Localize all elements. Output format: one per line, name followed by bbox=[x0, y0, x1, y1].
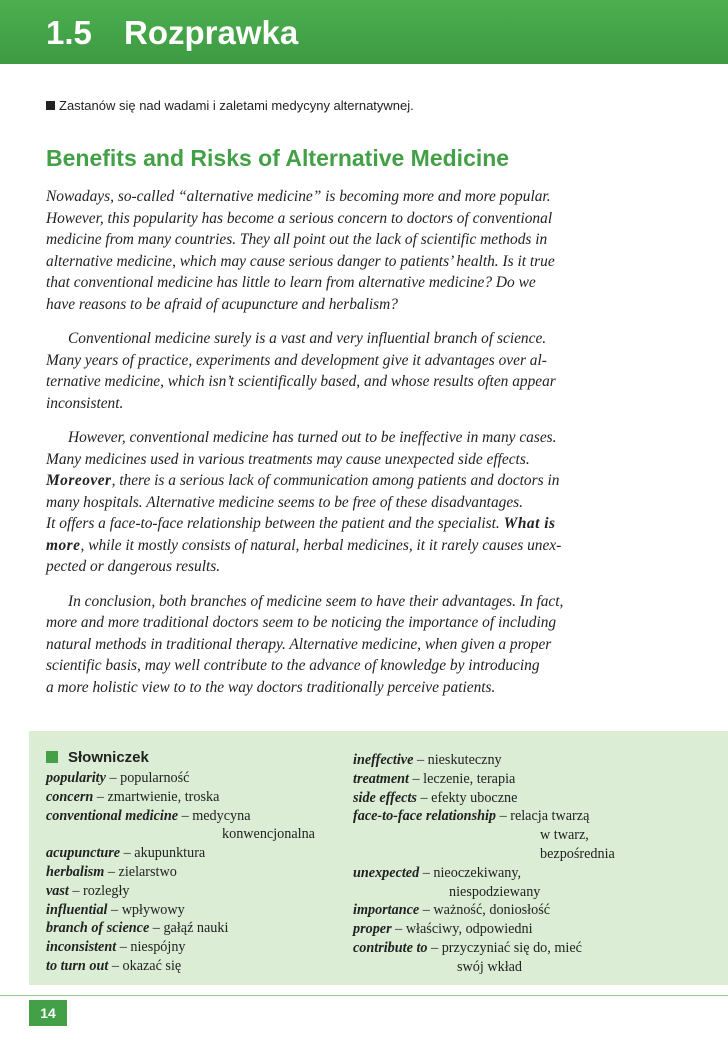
glossary-left-column bbox=[46, 747, 346, 976]
glossary-definition: – właściwy, odpowiedni bbox=[391, 921, 533, 938]
glossary-entry bbox=[353, 864, 693, 883]
glossary-term: to turn out bbox=[46, 957, 109, 974]
text-line: more and more traditional doctors seem to be noticing the importance of including bbox=[46, 614, 557, 631]
emphasis-moreover: Moreover bbox=[46, 472, 112, 489]
article-heading: Benefits and Risks of Alternative Medicine bbox=[46, 145, 510, 171]
text-line bbox=[46, 513, 696, 535]
chapter-number: 1.5 bbox=[46, 14, 92, 51]
text-line: In conclusion, both branches of medicine seem to have their advantages. In fact, bbox=[68, 592, 564, 610]
glossary-entry bbox=[353, 939, 693, 958]
glossary-term: concern bbox=[46, 788, 94, 805]
task-instruction bbox=[46, 98, 414, 113]
text-line: However, this popularity has become a serious concern to doctors of conventional bbox=[46, 209, 553, 227]
glossary-entry bbox=[46, 938, 346, 957]
glossary-entry bbox=[46, 769, 346, 788]
emphasis-what-is: What is bbox=[503, 515, 556, 532]
glossary-term: treatment bbox=[353, 770, 409, 787]
glossary-title-text: Słowniczek bbox=[68, 749, 149, 766]
emphasis-more: more bbox=[46, 536, 81, 554]
glossary-definition: – przyczyniać się do, mieć bbox=[427, 939, 582, 956]
glossary-definition: – wpływowy bbox=[107, 901, 185, 918]
page-number: 14 bbox=[29, 1000, 67, 1026]
glossary-continuation bbox=[46, 825, 346, 844]
glossary-definition: – relacja twarzą bbox=[496, 808, 590, 825]
glossary-entry bbox=[353, 770, 693, 789]
text-span: It offers a face-to-face relationship between the patient and the specialist. bbox=[46, 515, 504, 532]
glossary-entry bbox=[46, 882, 346, 901]
glossary-definition: – nieskuteczny bbox=[413, 752, 502, 768]
glossary-term: importance bbox=[353, 902, 420, 919]
chapter-header bbox=[0, 0, 728, 64]
text-span: , while it mostly consists of natural, herbal medicines, it it rarely causes unex- bbox=[80, 536, 562, 554]
bullet-square-icon bbox=[46, 101, 55, 110]
glossary-definition: – popularność bbox=[105, 770, 190, 786]
glossary-entry bbox=[353, 807, 693, 826]
text-line: ternative medicine, which isn’t scientifically based, and whose results often appear bbox=[46, 373, 556, 390]
glossary-term: proper bbox=[353, 921, 392, 938]
text-line: pected or dangerous results. bbox=[46, 558, 221, 575]
text-line: However, conventional medicine has turned out to be ineffective in many cases. bbox=[68, 429, 557, 446]
glossary-entry bbox=[46, 957, 346, 976]
glossary-term: inconsistent bbox=[46, 939, 117, 956]
glossary-definition: – nieoczekiwany, bbox=[419, 864, 522, 881]
glossary-definition: – ważność, doniosłość bbox=[419, 902, 551, 919]
glossary-title bbox=[46, 747, 346, 769]
text-line: Nowadays, so-called “alternative medicine” is becoming more and more popular. bbox=[46, 188, 551, 205]
square-bullet-icon bbox=[46, 751, 58, 763]
text-line: that conventional medicine has little to learn from alternative medicine? Do we bbox=[46, 274, 536, 291]
text-line bbox=[46, 535, 696, 557]
text-line: a more holistic view to to the way doctors traditionally perceive patients. bbox=[46, 678, 496, 696]
glossary-term: face-to-face relationship bbox=[353, 808, 497, 825]
text-line: inconsistent. bbox=[46, 394, 124, 412]
text-line: medicine from many countries. They all point out the lack of scientific methods in bbox=[46, 231, 548, 248]
text-line: Many years of practice, experiments and development give it advantages over al- bbox=[46, 351, 547, 369]
glossary-definition: – leczenie, terapia bbox=[408, 770, 516, 787]
paragraph-3 bbox=[46, 427, 696, 578]
glossary-continuation bbox=[353, 958, 693, 977]
chapter-title: Rozprawka bbox=[124, 14, 299, 51]
glossary-definition: swój wkład bbox=[457, 958, 523, 975]
glossary-definition: – gałąź nauki bbox=[149, 920, 229, 937]
glossary-entry bbox=[46, 919, 346, 938]
text-line: many hospitals. Alternative medicine seems to be free of these disadvantages. bbox=[46, 493, 524, 511]
glossary-definition: – rozległy bbox=[68, 882, 130, 899]
glossary-definition: niespodziewany bbox=[449, 883, 541, 900]
glossary-term: ineffective bbox=[353, 752, 414, 768]
glossary-term: influential bbox=[46, 901, 108, 918]
text-line: Conventional medicine surely is a vast and very influential branch of science. bbox=[68, 330, 547, 347]
glossary-definition: – efekty uboczne bbox=[416, 789, 518, 806]
glossary-term: conventional medicine bbox=[46, 807, 179, 824]
glossary-definition: – akupunktura bbox=[120, 845, 206, 862]
glossary-entry bbox=[353, 901, 693, 920]
glossary-term: popularity bbox=[46, 770, 106, 786]
glossary-term: side effects bbox=[353, 789, 417, 806]
paragraph-1 bbox=[46, 186, 696, 315]
glossary-continuation bbox=[353, 845, 693, 864]
glossary-definition: – medycyna bbox=[178, 807, 251, 824]
glossary-definition: – niespójny bbox=[116, 939, 186, 956]
glossary-continuation bbox=[353, 883, 693, 902]
text-line: alternative medicine, which may cause serious danger to patients’ health. Is it true bbox=[46, 252, 555, 270]
glossary-definition: – zmartwienie, troska bbox=[93, 788, 220, 805]
glossary-entry bbox=[46, 901, 346, 920]
glossary-entry bbox=[46, 807, 346, 826]
glossary-continuation bbox=[353, 826, 693, 845]
paragraph-4 bbox=[46, 591, 696, 699]
glossary-entry bbox=[353, 789, 693, 808]
glossary-term: vast bbox=[46, 882, 69, 899]
glossary-right-column bbox=[353, 751, 693, 977]
text-span: , there is a serious lack of communication among patients and doctors in bbox=[111, 472, 560, 489]
glossary-entry bbox=[46, 788, 346, 807]
glossary-term: branch of science bbox=[46, 920, 150, 937]
glossary-entry bbox=[353, 920, 693, 939]
glossary-entry bbox=[46, 863, 346, 882]
instruction-text: Zastanów się nad wadami i zaletami medycyny alternatywnej. bbox=[59, 98, 414, 113]
text-line: scientific basis, may well contribute to the advance of knowledge by introducing bbox=[46, 657, 540, 674]
glossary-term: unexpected bbox=[353, 864, 420, 881]
glossary-definition: w twarz, bbox=[540, 827, 589, 844]
text-line bbox=[46, 470, 696, 492]
text-line: natural methods in traditional therapy. Alternative medicine, when given a proper bbox=[46, 635, 552, 653]
glossary-definition: – zielarstwo bbox=[104, 863, 177, 880]
text-line: Many medicines used in various treatments may cause unexpected side effects. bbox=[46, 450, 530, 468]
glossary-term: contribute to bbox=[353, 939, 428, 956]
text-line: have reasons to be afraid of acupuncture and herbalism? bbox=[46, 295, 398, 313]
glossary-definition: – okazać się bbox=[108, 957, 182, 974]
footer-divider bbox=[0, 995, 728, 996]
article-body bbox=[46, 186, 696, 698]
glossary-entry bbox=[46, 844, 346, 863]
paragraph-2 bbox=[46, 328, 696, 414]
glossary-definition: konwencjonalna bbox=[222, 826, 315, 843]
glossary-term: herbalism bbox=[46, 863, 105, 880]
glossary-definition: bezpośrednia bbox=[540, 845, 615, 862]
glossary-term: acupuncture bbox=[46, 845, 121, 862]
glossary-entry bbox=[353, 751, 693, 770]
